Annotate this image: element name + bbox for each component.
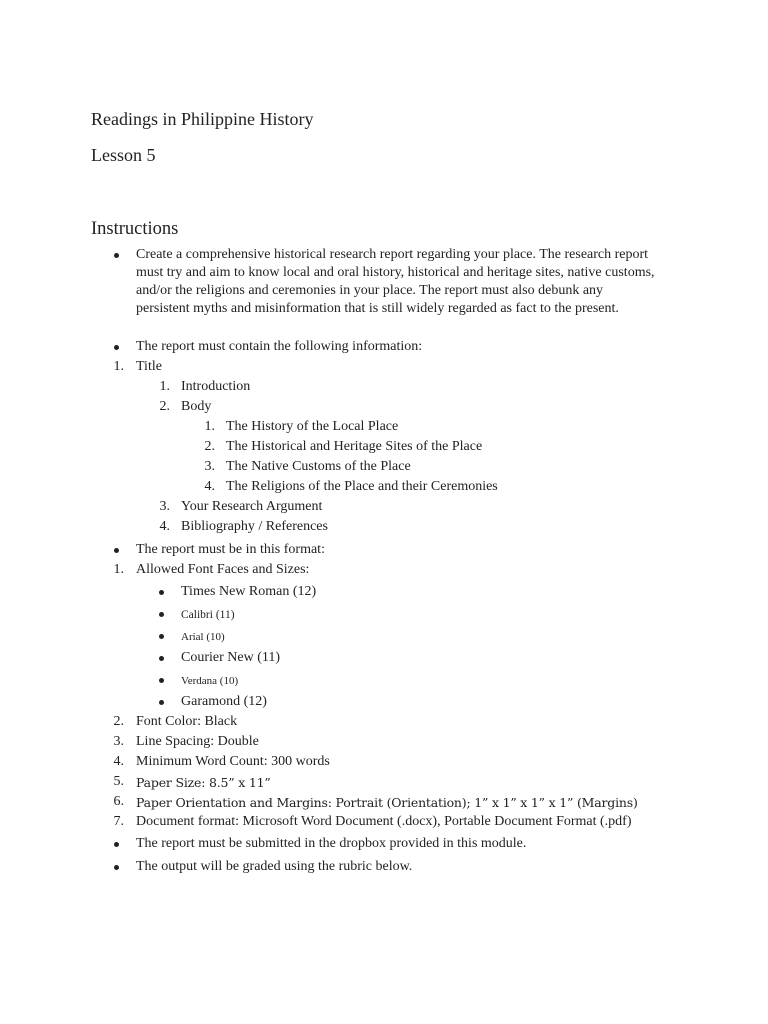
list-item — [0, 773, 768, 793]
format-item: Allowed Font Faces and Sizes: — [136, 562, 310, 577]
list-item — [0, 418, 768, 438]
bullet-icon — [114, 345, 119, 350]
list-item — [0, 246, 768, 338]
list-item — [0, 858, 768, 878]
outline-item: Title — [136, 359, 162, 374]
list-item — [0, 583, 768, 605]
list-number: 1. — [113, 562, 124, 577]
outline-item: The History of the Local Place — [226, 419, 399, 434]
bullet-icon — [114, 865, 119, 870]
instructions-body — [0, 246, 768, 878]
font-option: Garamond (12) — [181, 694, 267, 709]
font-option: Arial (10) — [181, 631, 225, 643]
bullet-icon — [159, 656, 164, 661]
list-item — [0, 458, 768, 478]
list-number: 2. — [159, 399, 170, 414]
bullet-text: The report must contain the following information: — [136, 339, 423, 354]
list-item — [0, 398, 768, 418]
bullet-text: The report must be in this format: — [136, 542, 325, 557]
bullet-icon — [114, 842, 119, 847]
list-item — [0, 518, 768, 541]
list-item — [0, 793, 768, 813]
outline-item: The Native Customs of the Place — [226, 459, 411, 474]
list-number: 4. — [159, 519, 170, 534]
list-item — [0, 649, 768, 671]
list-item — [0, 605, 768, 627]
list-item — [0, 378, 768, 398]
bullet-icon — [159, 634, 164, 639]
bullet-icon — [114, 253, 119, 258]
list-item — [0, 478, 768, 498]
list-item — [0, 813, 768, 835]
outline-item: The Religions of the Place and their Ceremonies — [226, 479, 498, 494]
section-heading: Instructions — [91, 219, 179, 239]
document-title: Readings in Philippine History — [91, 109, 314, 129]
list-item — [0, 627, 768, 649]
list-number: 1. — [204, 419, 215, 434]
list-number: 3. — [204, 459, 215, 474]
list-item — [0, 671, 768, 693]
format-item: Document format: Microsoft Word Document (.docx), Portable Document Format (.pdf) — [136, 814, 632, 829]
list-item — [0, 561, 768, 583]
list-number: 1. — [113, 359, 124, 374]
list-number: 4. — [113, 754, 124, 769]
bullet-icon — [159, 678, 164, 683]
bullet-icon — [159, 590, 164, 595]
list-item — [0, 753, 768, 773]
list-item — [0, 438, 768, 458]
bullet-icon — [159, 700, 164, 705]
list-item — [0, 733, 768, 753]
outline-item: The Historical and Heritage Sites of the Place — [226, 439, 483, 454]
list-item — [0, 541, 768, 561]
bullet-text: Create a comprehensive historical research report regarding your place. The research report must try and aim to know local and oral history, historical and heritage sites, native customs, and/or the religions and ceremonies in your place. The report must also debunk any persistent myths and misinformation that is still widely regarded as fact to the present. — [136, 247, 655, 316]
format-item: Minimum Word Count: 300 words — [136, 754, 330, 769]
font-option: Courier New (11) — [181, 650, 281, 665]
list-number: 4. — [204, 479, 215, 494]
list-item — [0, 338, 768, 358]
list-item — [0, 498, 768, 518]
font-option: Verdana (10) — [181, 675, 239, 687]
format-item: Paper Orientation and Margins: Portrait (Orientation); 1” x 1” x 1” x 1” (Margins) — [136, 795, 638, 810]
format-item: Paper Size: 8.5” x 11” — [136, 775, 271, 790]
outline-item: Introduction — [181, 379, 251, 394]
list-item — [0, 835, 768, 858]
font-option: Calibri (11) — [181, 609, 235, 621]
list-number: 2. — [113, 714, 124, 729]
format-item: Line Spacing: Double — [136, 734, 259, 749]
list-number: 5. — [113, 774, 124, 789]
lesson-label: Lesson 5 — [91, 145, 156, 165]
outline-item: Bibliography / References — [181, 519, 328, 534]
list-number: 1. — [159, 379, 170, 394]
format-item: Font Color: Black — [136, 714, 238, 729]
list-item — [0, 713, 768, 733]
outline-item: Your Research Argument — [181, 499, 323, 514]
list-number: 2. — [204, 439, 215, 454]
outline-item: Body — [181, 399, 212, 414]
font-option: Times New Roman (12) — [181, 584, 317, 599]
bullet-text: The output will be graded using the rubric below. — [136, 859, 413, 874]
list-number: 3. — [159, 499, 170, 514]
list-item — [0, 358, 768, 378]
list-number: 3. — [113, 734, 124, 749]
list-number: 6. — [113, 794, 124, 809]
list-item — [0, 693, 768, 713]
list-number: 7. — [113, 814, 124, 829]
bullet-icon — [114, 548, 119, 553]
bullet-icon — [159, 612, 164, 617]
bullet-text: The report must be submitted in the dropbox provided in this module. — [136, 836, 527, 851]
